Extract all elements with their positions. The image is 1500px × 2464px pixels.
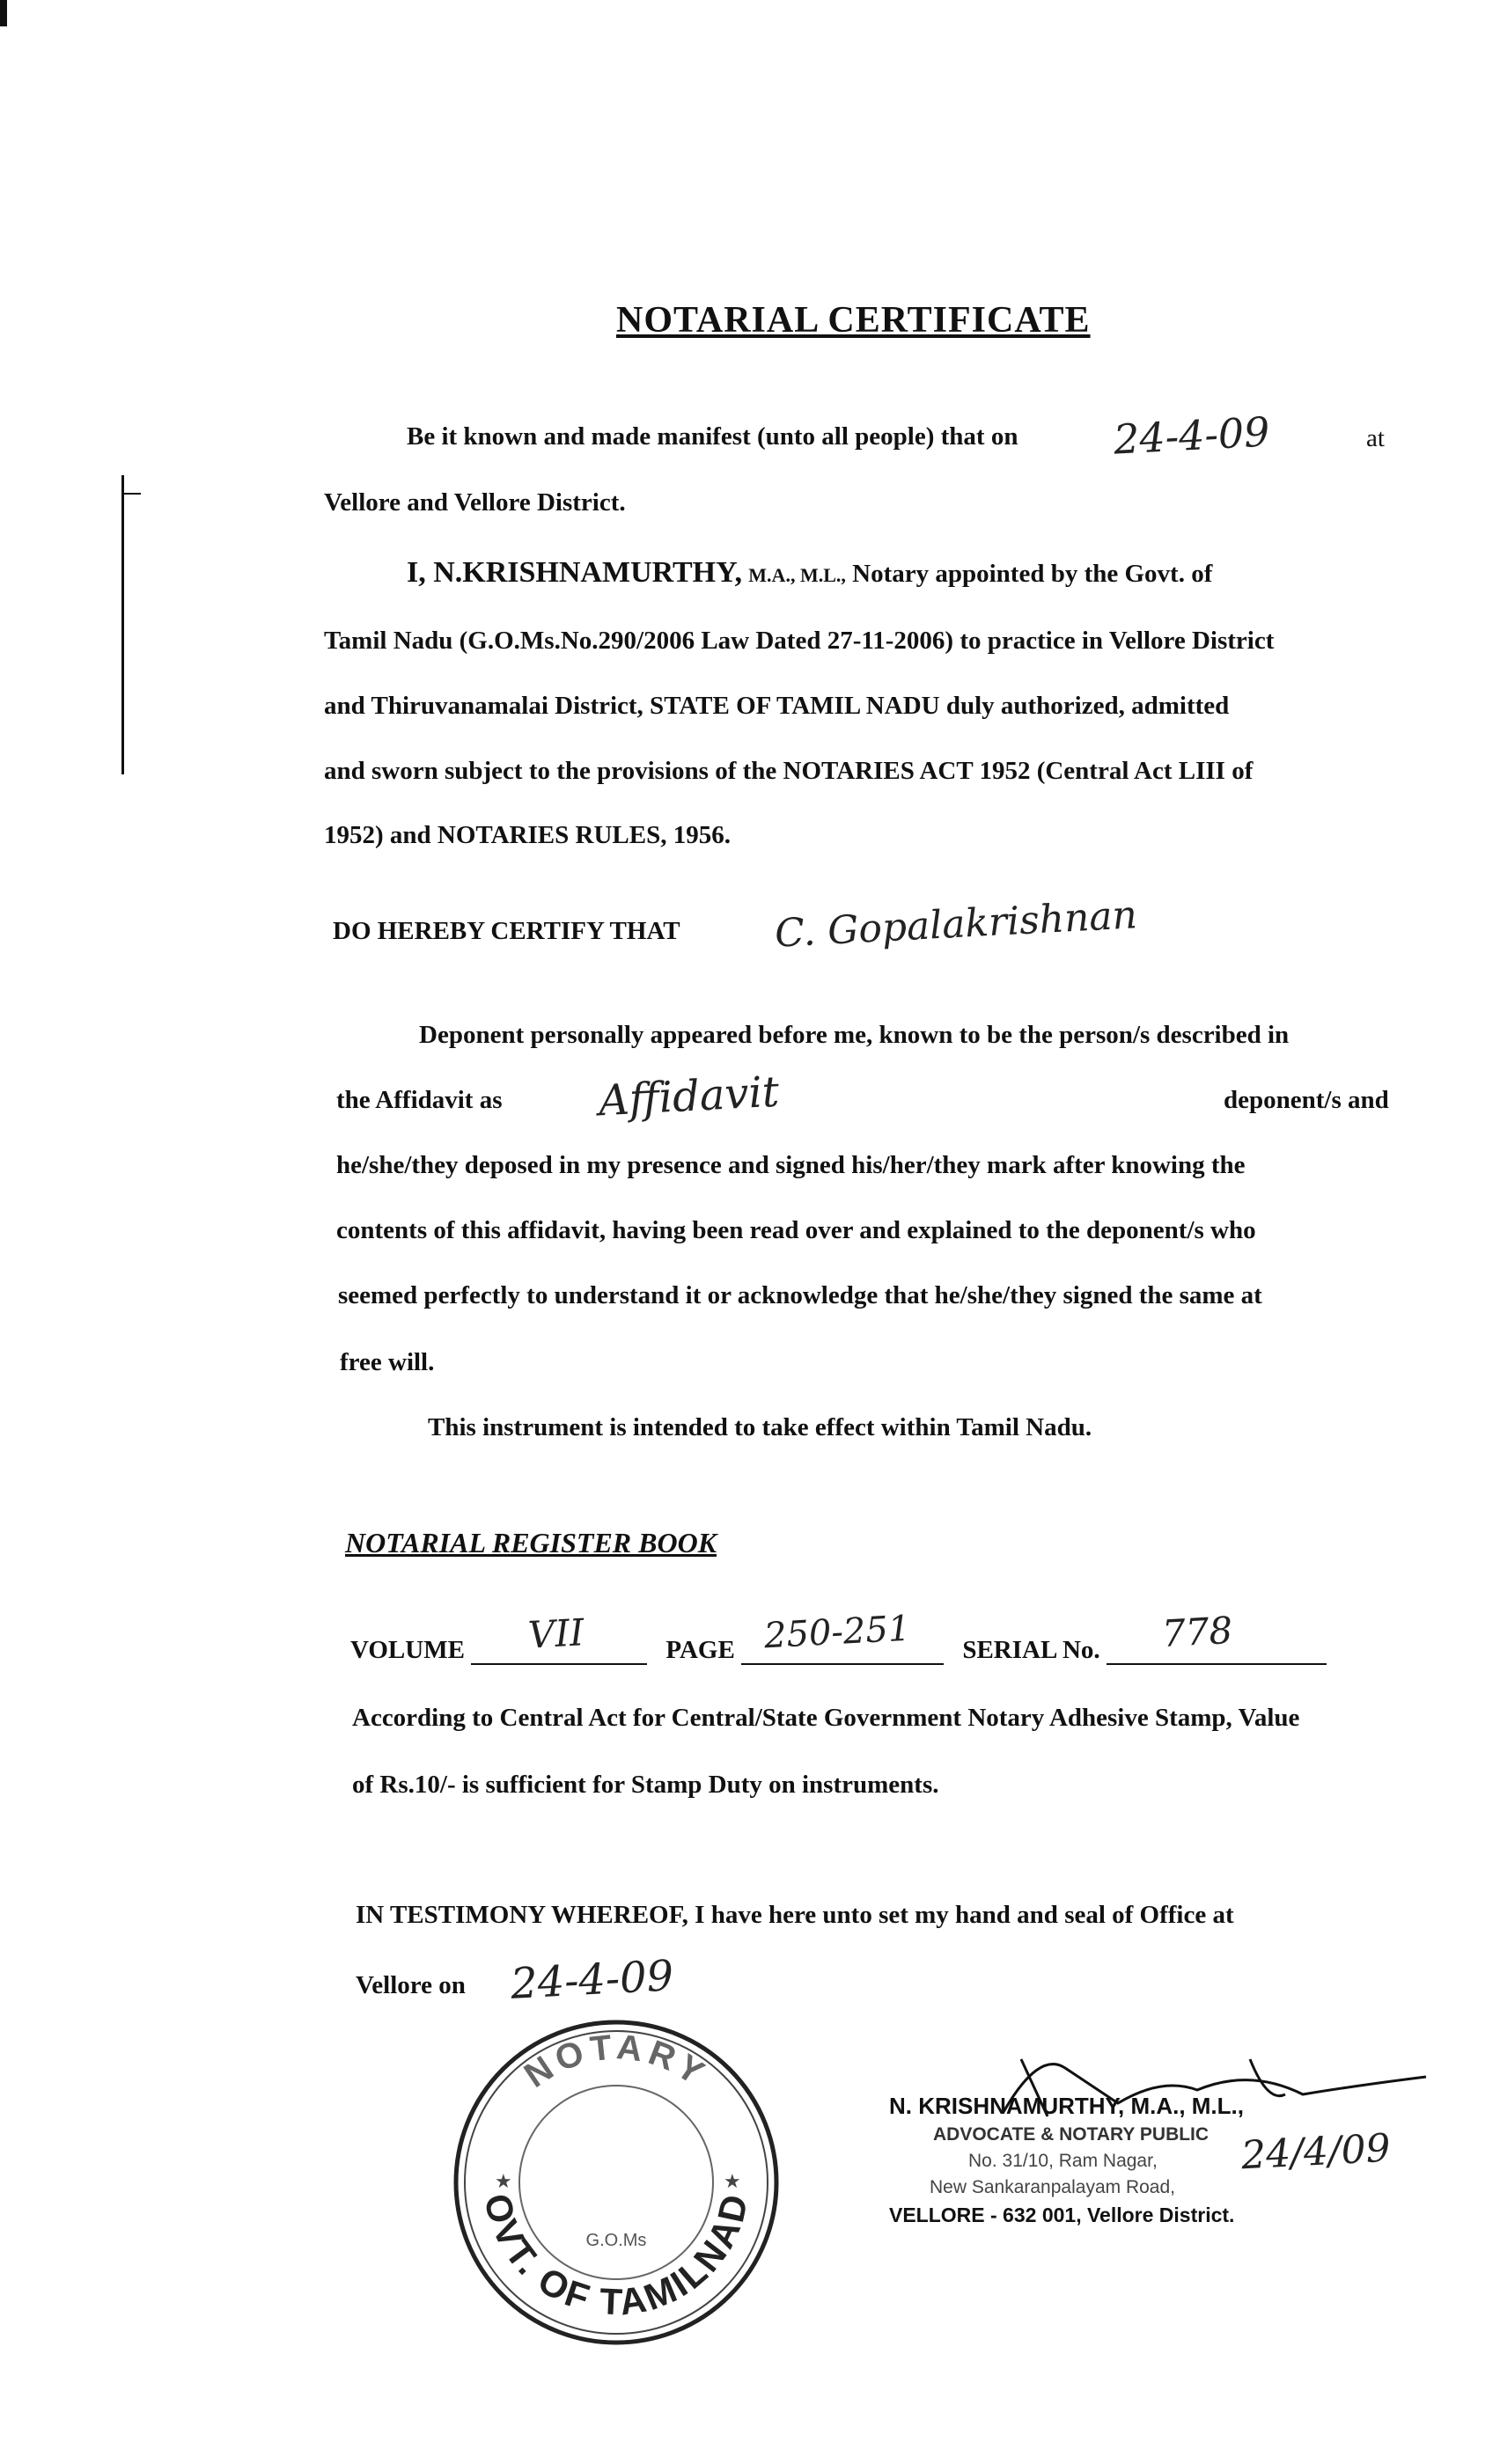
certify-name-handwritten: C. Gopalakrishnan: [773, 892, 1139, 957]
notary-round-seal: [449, 2015, 783, 2350]
seal-star-right: ★: [724, 2170, 741, 2192]
margin-tick: [121, 493, 141, 495]
testimony-date-handwritten: 24-4-09: [509, 1951, 675, 2009]
testimony-place: Vellore on: [356, 1971, 466, 1999]
left-margin-line: [121, 475, 124, 774]
seal-inner-text: G.O.Ms: [585, 2231, 647, 2250]
notary-line-3: and Thiruvanamalai District, STATE OF TAMIL NADU duly authorized, admitted: [324, 692, 1230, 720]
notary-name: I, N.KRISHNAMURTHY,: [407, 556, 743, 589]
page-label: PAGE: [665, 1636, 735, 1664]
intro-prefix: Be it known and made manifest (unto all people) that on: [407, 422, 1018, 451]
notary-line-4: and sworn subject to the provisions of the NOTARIES ACT 1952 (Central Act LIII of: [324, 757, 1254, 785]
register-title: NOTARIAL REGISTER BOOK: [345, 1527, 717, 1558]
stamp-address-3: VELLORE - 632 001, Vellore District.: [889, 2204, 1235, 2226]
intro-suffix: at: [1366, 424, 1385, 452]
notary-appointment: Notary appointed by the Govt. of: [852, 560, 1213, 588]
intro-place: Vellore and Vellore District.: [324, 488, 626, 517]
page-handwritten: 250-251: [762, 1608, 912, 1657]
seal-graphic: [449, 2015, 783, 2350]
notary-line-1: [407, 556, 1212, 590]
intro-line: [407, 422, 1018, 451]
seal-star-left: ★: [495, 2170, 512, 2192]
stamp-address-2: New Sankaranpalayam Road,: [930, 2177, 1175, 2197]
deponent-line-6: free will.: [340, 1348, 435, 1376]
stamp-line-1: According to Central Act for Central/State Government Notary Adhesive Stamp, Value: [352, 1704, 1300, 1732]
serial-handwritten: 778: [1160, 1608, 1234, 1656]
notary-line-5: 1952) and NOTARIES RULES, 1956.: [324, 821, 731, 849]
notary-qualifications: M.A., M.L.,: [748, 564, 846, 586]
seal-bottom-text: OVT. OF TAMILNAD: [476, 2188, 756, 2323]
deponent-line-1: Deponent personally appeared before me, known to be the person/s described in: [419, 1021, 1290, 1049]
effect-statement: This instrument is intended to take effect within Tamil Nadu.: [428, 1413, 1092, 1441]
page-title: NOTARIAL CERTIFICATE: [616, 300, 1091, 341]
stamp-notary-role: ADVOCATE & NOTARY PUBLIC: [933, 2124, 1210, 2145]
stamp-signed-date-handwritten: 24/4/09: [1239, 2125, 1392, 2179]
deponent-line-3: he/she/they deposed in my presence and signed his/her/they mark after knowing the: [336, 1151, 1246, 1179]
deponent-line-2b: deponent/s and: [1224, 1086, 1389, 1114]
deponent-line-2a: the Affidavit as: [336, 1086, 503, 1114]
serial-label: SERIAL No.: [962, 1636, 1100, 1664]
certify-label: DO HEREBY CERTIFY THAT: [333, 917, 680, 945]
notary-line-2: Tamil Nadu (G.O.Ms.No.290/2006 Law Dated 27-11-2006) to practice in Vellore District: [324, 627, 1275, 655]
stamp-notary-name: N. KRISHNAMURTHY, M.A., M.L.,: [889, 2093, 1244, 2119]
deponent-line-5: seemed perfectly to understand it or acknowledge that he/she/they signed the same at: [338, 1281, 1262, 1309]
intro-date-handwritten: 24-4-09: [1112, 407, 1271, 464]
testimony-line-1: IN TESTIMONY WHEREOF, I have here unto set my hand and seal of Office at: [356, 1901, 1234, 1929]
stamp-address-1: No. 31/10, Ram Nagar,: [968, 2151, 1158, 2171]
deponent-line-4: contents of this affidavit, having been read over and explained to the deponent/s who: [336, 1216, 1256, 1244]
volume-handwritten: VII: [526, 1610, 585, 1657]
corner-mark: [0, 0, 7, 26]
affidavit-handwritten: Affidavit: [597, 1067, 781, 1126]
volume-label: VOLUME: [350, 1636, 465, 1664]
stamp-line-2: of Rs.10/- is sufficient for Stamp Duty on instruments.: [352, 1771, 939, 1799]
seal-top-text: NOTARY: [517, 2028, 716, 2096]
